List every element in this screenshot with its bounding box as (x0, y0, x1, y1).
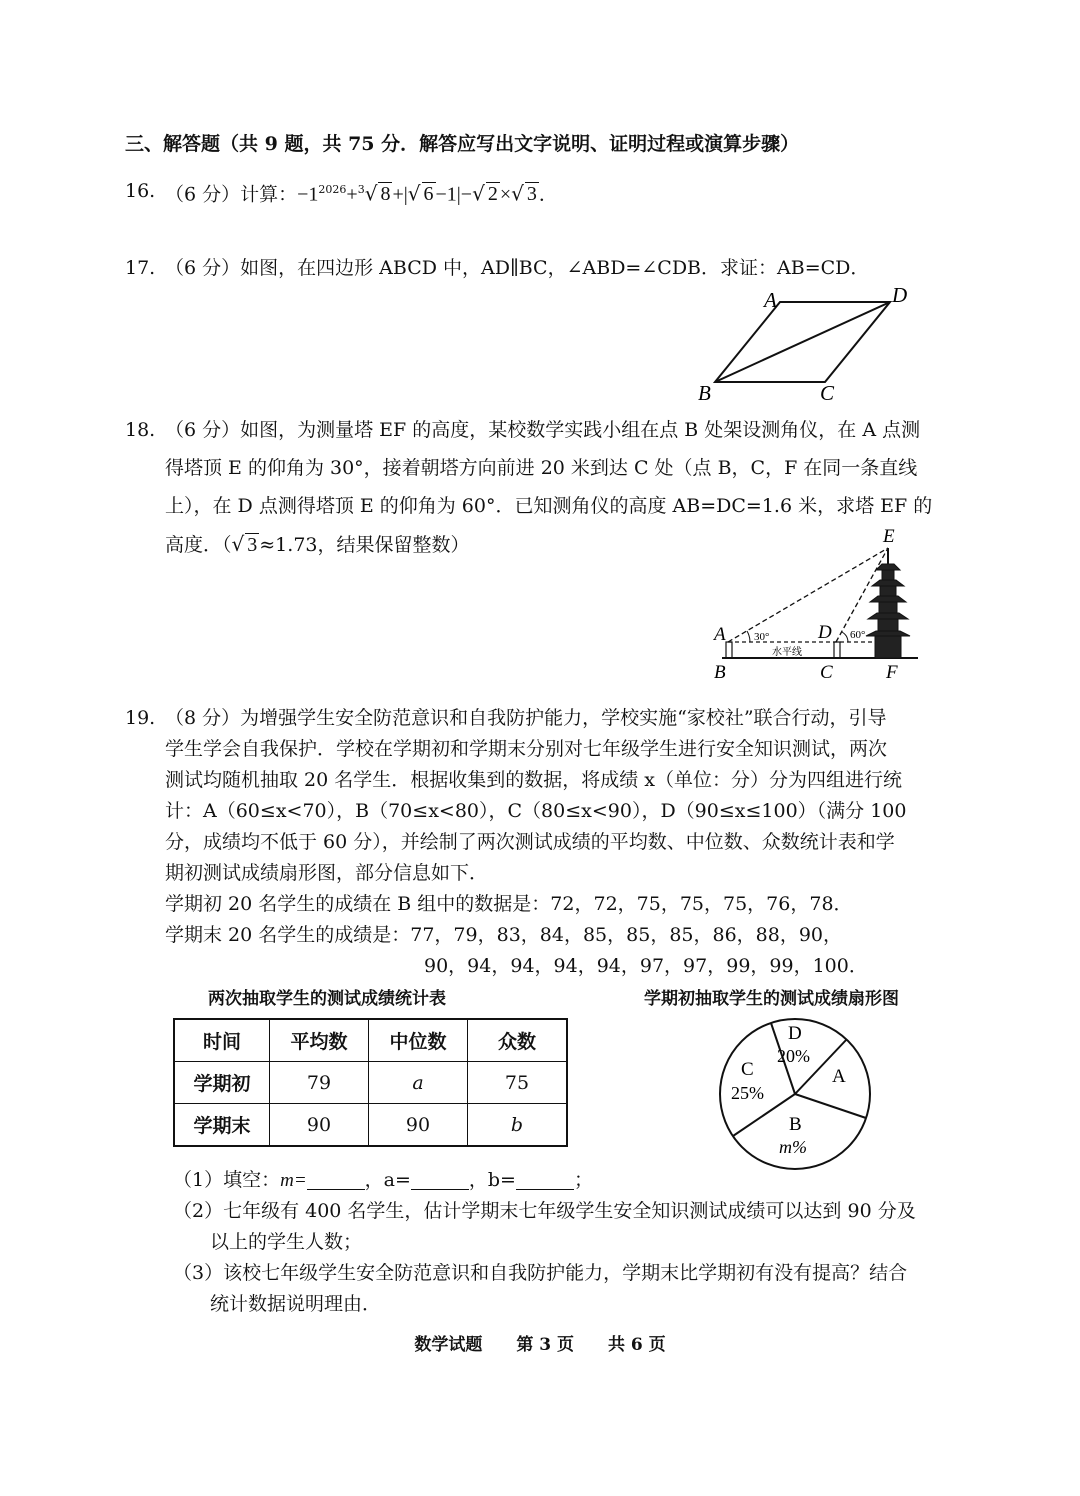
q18-line-4: 高度．（√ 3 ≈1.73，结果保留整数） (165, 532, 470, 556)
fig-label-b: B (714, 662, 726, 683)
q19-line-5: 分，成绩均不低于 60 分），并绘制了两次测试成绩的平均数、中位数、众数统计表和学 (165, 831, 895, 853)
fig-label-c: C (820, 662, 833, 683)
q19-data-b-group: 学期初 20 名学生的成绩在 B 组中的数据是：72，72，75，75，75，76，78． (165, 893, 853, 915)
table-cell: 90 (270, 1104, 369, 1147)
q16-abs-rest: −1|− (435, 183, 473, 206)
table-header: 中位数 (369, 1019, 468, 1062)
q16-text: （6 分）计算：$-1^{2026}+^3√$ 8 +|√ 6 −1|−√ 2 ×√ 3 ． (165, 181, 558, 206)
q18-line-1: （6 分）如图，为测量塔 EF 的高度，某校数学实践小组在点 B 处架设测角仪，在 A 点测 (165, 419, 921, 441)
q19-data-final-1: 学期末 20 名学生的成绩是：77，79，83，84，85，85，85，86，88，90， (165, 924, 843, 946)
page-footer: 数学试题 第 3 页 共 6 页 (414, 1335, 666, 1355)
table-cell: 学期初 (174, 1062, 270, 1104)
q18-radicand: 3 (247, 534, 258, 556)
table-cell: b (468, 1104, 568, 1147)
table-header: 众数 (468, 1019, 568, 1062)
horizontal-line-label: 水平线 (772, 647, 802, 658)
section-header: 三、解答题（共 9 题，共 75 分．解答应写出文字说明、证明过程或演算步骤） (125, 133, 800, 155)
q16-exponent: 2026 (318, 183, 347, 196)
q16-end: ． (538, 183, 558, 206)
pie-pct-c: 25% (731, 1083, 764, 1103)
table-cell: 79 (270, 1062, 369, 1104)
q19-data-final-2: 90，94，94，94，94，97，97，99，99，100． (424, 955, 868, 977)
q19-line-3: 测试均随机抽取 20 名学生．根据收集到的数据，将成绩 x（单位：分）分为四组进行统 (165, 769, 903, 791)
q16-times: × (499, 183, 512, 206)
label-c: C (820, 381, 835, 405)
pie-pct-b: m% (779, 1137, 807, 1157)
table-header: 平均数 (270, 1019, 369, 1062)
fig-label-f: F (886, 662, 898, 683)
angle-30-label: 30° (754, 631, 770, 643)
q19-number: 19. (125, 707, 156, 729)
q16-radicand-6: 6 (423, 183, 434, 206)
q18-number: 18. (125, 419, 156, 441)
q19-line-2: 学生学会自我保护．学校在学期初和学期末分别对七年级学生进行安全知识测试，两次 (165, 738, 888, 760)
stats-table (173, 1018, 568, 1147)
table-cell: a (369, 1062, 468, 1104)
q19-line-1: （8 分）为增强学生安全防范意识和自我防护能力，学校实施“家校社”联合行动，引导 (165, 707, 887, 729)
answer-blank-b[interactable] (516, 1169, 574, 1190)
pie-label-b: B (789, 1114, 802, 1135)
fig-label-d: D (818, 622, 832, 643)
sub-question-2-line-1: （2）七年级有 400 名学生，估计学期末七年级学生安全知识测试成绩可以达到 90 分及 (173, 1200, 916, 1222)
pie-chart-title: 学期初抽取学生的测试成绩扇形图 (644, 989, 899, 1009)
pie-pct-d: 20% (777, 1046, 810, 1066)
table-cell: 学期末 (174, 1104, 270, 1147)
fig-label-e: E (883, 528, 895, 547)
q16-number: 16. (125, 180, 156, 202)
quadrilateral-figure (690, 282, 930, 407)
sub-question-1: （1）填空：m= ，a= ，b= ； (173, 1169, 593, 1191)
pie-chart (715, 1016, 880, 1174)
stats-table-title: 两次抽取学生的测试成绩统计表 (208, 989, 446, 1009)
label-b: B (698, 381, 711, 405)
label-a: A (764, 288, 777, 312)
q16-prefix: （6 分）计算： (165, 183, 298, 206)
answer-blank-m[interactable] (307, 1169, 365, 1190)
q16-radicand-3: 3 (526, 183, 537, 206)
fig-label-a: A (714, 624, 726, 645)
table-row (174, 1062, 567, 1104)
sub-question-3-line-2: 统计数据说明理由． (210, 1293, 382, 1315)
q16-term1: −1 (297, 183, 319, 206)
q19-line-4: 计：A（60≤x<70），B（70≤x<80），C（80≤x<90），D（90≤x≤100）（满分 100 (165, 800, 907, 822)
sub-question-2-line-2: 以上的学生人数； (210, 1231, 363, 1253)
pie-label-a: A (832, 1066, 846, 1087)
tower-figure (700, 528, 930, 684)
answer-blank-a[interactable] (411, 1169, 469, 1190)
q16-radicand-2: 2 (487, 183, 498, 206)
label-d: D (892, 283, 908, 307)
pagoda-icon (866, 548, 910, 658)
q19-line-6: 期初测试成绩扇形图，部分信息如下． (165, 862, 489, 884)
q16-radicand-8: 8 (380, 183, 391, 206)
q18-line-2: 得塔顶 E 的仰角为 30°，接着朝塔方向前进 20 米到达 C 处（点 B，C，F 在同一条直线 (165, 457, 918, 479)
table-header: 时间 (174, 1019, 270, 1062)
angle-60-label: 60° (850, 629, 866, 641)
q16-root-index: 3 (357, 183, 365, 196)
q16-abs-open: +| (392, 183, 408, 206)
table-row (174, 1104, 567, 1147)
q17-number: 17. (125, 257, 156, 279)
table-header-row (174, 1019, 567, 1062)
pie-label-c: C (741, 1059, 754, 1080)
sub-question-3-line-1: （3）该校七年级学生安全防范意识和自我防护能力，学期末比学期初有没有提高？结合 (173, 1262, 908, 1284)
table-cell: 90 (369, 1104, 468, 1147)
q18-line-3: 上），在 D 点测得塔顶 E 的仰角为 60°．已知测角仪的高度 AB=DC=1.6 米，求塔 EF 的 (165, 495, 933, 517)
pie-label-d: D (788, 1023, 802, 1044)
q17-text: （6 分）如图，在四边形 ABCD 中，AD∥BC，∠ABD=∠CDB．求证：AB=CD． (165, 257, 870, 279)
table-cell: 75 (468, 1062, 568, 1104)
